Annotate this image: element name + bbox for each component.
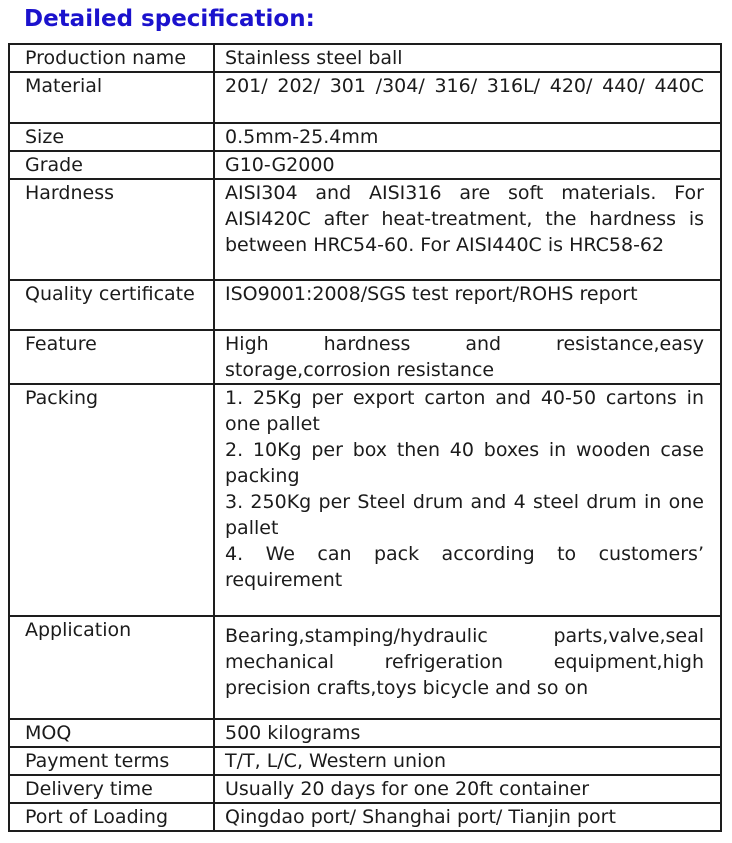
spec-label-cell: Grade: [9, 151, 214, 179]
spec-value-cell: AISI304 and AISI316 are soft materials. For AISI420C after heat-treatment, the hardness is between HRC54-60. For AISI440C is HRC58-62: [214, 179, 721, 280]
spec-value-cell: ISO9001:2008/SGS test report/ROHS report: [214, 280, 721, 330]
spec-label-cell: Feature: [9, 330, 214, 384]
spec-value-cell: G10-G2000: [214, 151, 721, 179]
spec-value-cell: Usually 20 days for one 20ft container: [214, 775, 721, 803]
table-row: [9, 179, 721, 280]
packing-item: 2. 10Kg per box then 40 boxes in wooden case packing: [225, 439, 704, 487]
spec-label-cell: Payment terms: [9, 747, 214, 775]
spec-value-cell: [214, 384, 721, 616]
spec-label-cell: Quality certificate: [9, 280, 214, 330]
spec-label-cell: Hardness: [9, 179, 214, 280]
spec-label-cell: Packing: [9, 384, 214, 616]
spec-value-cell: T/T, L/C, Western union: [214, 747, 721, 775]
spec-value-cell: High hardness and resistance,easy storage,corrosion resistance: [214, 330, 721, 384]
spec-label-cell: Delivery time: [9, 775, 214, 803]
spec-value-cell: Stainless steel ball: [214, 44, 721, 72]
packing-item: 1. 25Kg per export carton and 40-50 cartons in one pallet: [225, 387, 704, 435]
table-row: [9, 72, 721, 123]
table-row: [9, 330, 721, 384]
spec-value-cell: 500 kilograms: [214, 719, 721, 747]
spec-value-cell: Bearing,stamping/hydraulic parts,valve,seal mechanical refrigeration equipment,high precision crafts,toys bicycle and so on: [214, 616, 721, 719]
table-row: [9, 616, 721, 719]
table-row: [9, 719, 721, 747]
spec-label-cell: Port of Loading: [9, 803, 214, 831]
table-row: [9, 775, 721, 803]
spec-label-cell: Size: [9, 123, 214, 151]
table-row: [9, 384, 721, 616]
page-title: Detailed specification:: [24, 6, 315, 32]
spec-label-cell: MOQ: [9, 719, 214, 747]
table-row: [9, 123, 721, 151]
spec-label-cell: Application: [9, 616, 214, 719]
table-row: [9, 803, 721, 831]
spec-label-cell: Production name: [9, 44, 214, 72]
spec-label-cell: Material: [9, 72, 214, 123]
spec-value-cell: Qingdao port/ Shanghai port/ Tianjin port: [214, 803, 721, 831]
spec-value-cell: 0.5mm-25.4mm: [214, 123, 721, 151]
specification-table: [8, 43, 722, 832]
table-row: [9, 747, 721, 775]
packing-item: 4. We can pack according to customers’ requirement: [225, 543, 704, 591]
table-row: [9, 44, 721, 72]
table-row: [9, 151, 721, 179]
table-row: [9, 280, 721, 330]
spec-value-cell: 201/ 202/ 301 /304/ 316/ 316L/ 420/ 440/ 440C: [214, 72, 721, 123]
packing-item: 3. 250Kg per Steel drum and 4 steel drum in one pallet: [225, 491, 704, 539]
